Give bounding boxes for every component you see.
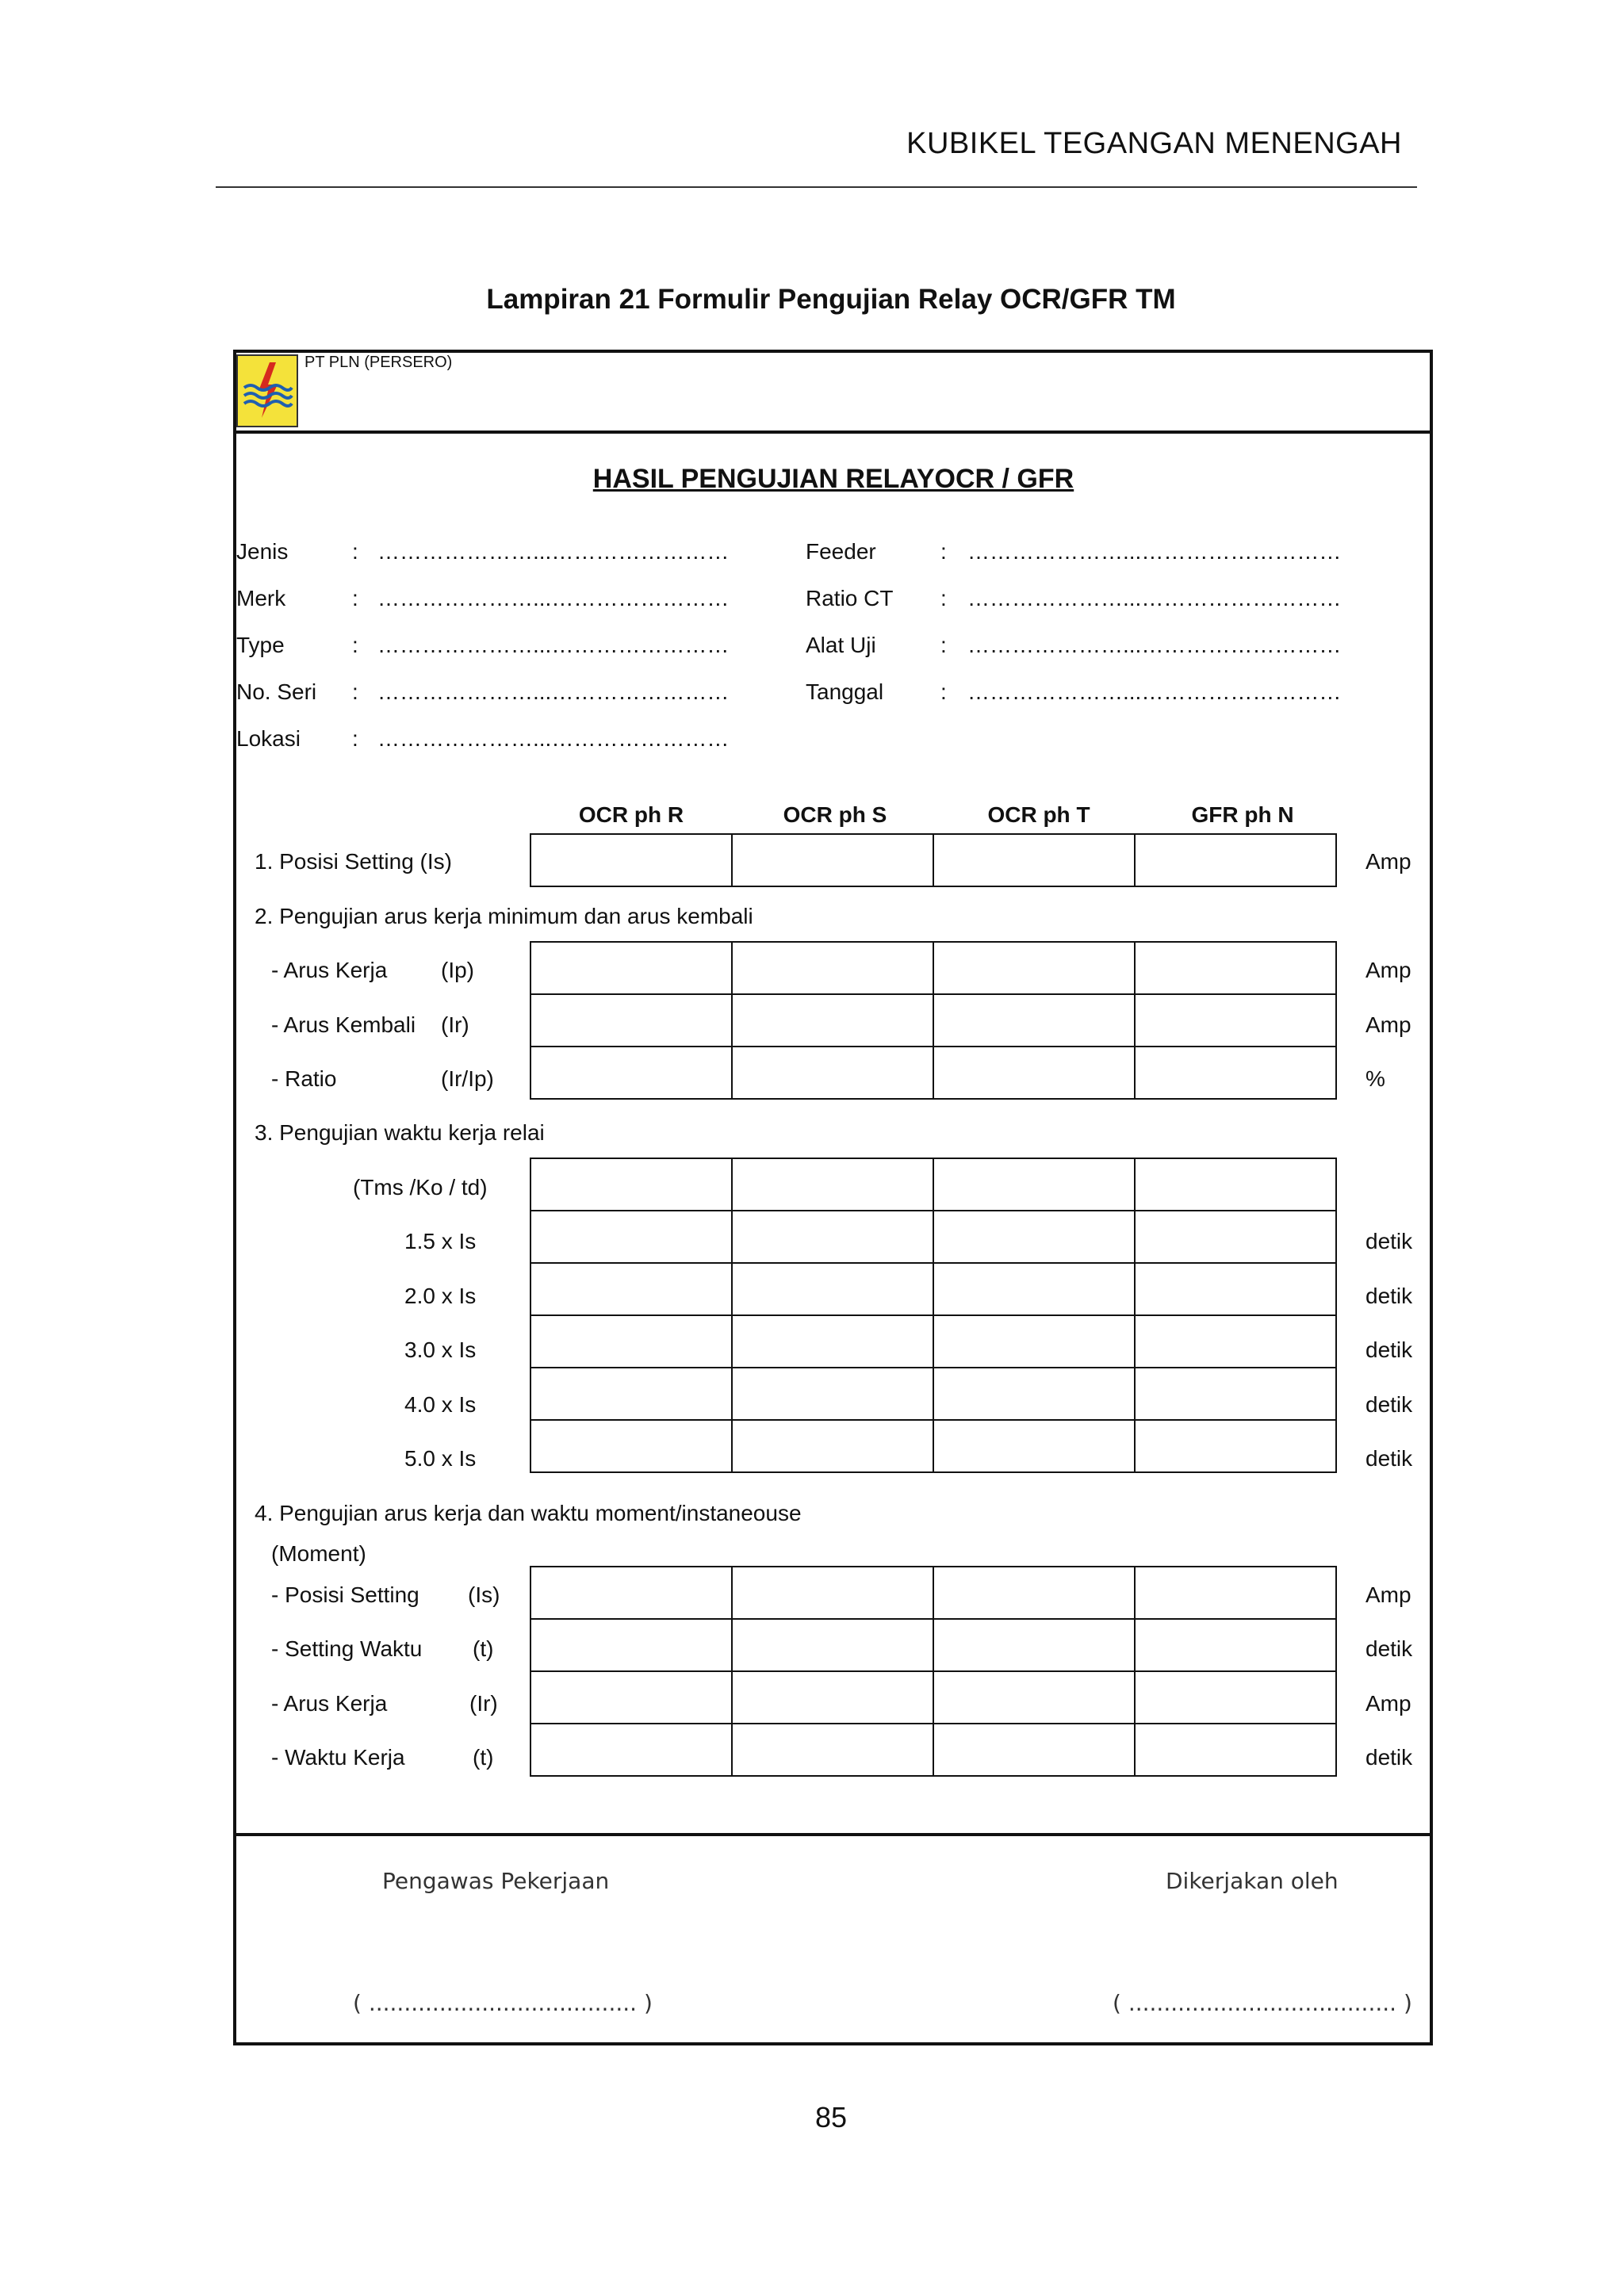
sec4-unit: Amp <box>1365 1582 1411 1607</box>
field-alatuji-sep: : <box>940 633 947 657</box>
cell-gfr-n[interactable] <box>1135 1263 1336 1315</box>
signature-left-blank[interactable]: ( ...................................... ) <box>353 1990 653 2016</box>
field-type-label: Type <box>236 633 285 657</box>
sec3-unit: detik <box>1365 1337 1413 1362</box>
field-lokasi-label: Lokasi <box>236 726 301 751</box>
sec1-grid <box>530 833 1337 887</box>
running-header: KUBIKEL TEGANGAN MENENGAH <box>906 127 1402 160</box>
cell-ocr-t[interactable] <box>933 1211 1135 1263</box>
field-ratioct-sep: : <box>940 586 947 610</box>
field-lokasi-sep: : <box>352 726 358 751</box>
cell-ocr-r[interactable] <box>530 1671 732 1724</box>
sec4-unit: detik <box>1365 1636 1413 1661</box>
field-merk-label: Merk <box>236 586 286 610</box>
sec3-row-label: 5.0 x Is <box>404 1446 477 1471</box>
column-header-ocr-r: OCR ph R <box>578 802 684 827</box>
cell-ocr-r[interactable] <box>530 1619 732 1671</box>
table-row <box>530 1211 1336 1263</box>
cell-ocr-t[interactable] <box>933 942 1135 994</box>
cell-ocr-r[interactable] <box>530 1047 732 1099</box>
sec2-grid <box>530 941 1337 1100</box>
sec3-heading: 3. Pengujian waktu kerja relai <box>255 1120 545 1145</box>
cell-gfr-n[interactable] <box>1135 994 1336 1047</box>
table-row <box>530 1420 1336 1472</box>
sec4-row-symbol: (t) <box>473 1745 494 1770</box>
cell-ocr-s[interactable] <box>732 1211 933 1263</box>
cell-gfr-n[interactable] <box>1135 1619 1336 1671</box>
table-row <box>530 1315 1336 1368</box>
sec2-unit: % <box>1365 1066 1385 1091</box>
sec2-heading: 2. Pengujian arus kerja minimum dan arus kembali <box>255 904 753 928</box>
sec3-unit: detik <box>1365 1392 1413 1417</box>
cell-ocr-t[interactable] <box>933 1047 1135 1099</box>
page-number: 85 <box>814 2101 848 2133</box>
field-noseri-sep: : <box>352 679 358 704</box>
sec4-row-label: - Posisi Setting <box>271 1582 419 1607</box>
field-merk-value[interactable]: …………………...…………………… <box>377 586 730 610</box>
cell-ocr-t[interactable] <box>933 1368 1135 1420</box>
cell-ocr-s[interactable] <box>732 1315 933 1368</box>
cell-ocr-t[interactable] <box>933 1158 1135 1211</box>
cell-ocr-r[interactable] <box>530 1567 732 1619</box>
table-row <box>530 834 1336 886</box>
cell-gfr-n[interactable] <box>1135 1724 1336 1776</box>
cell-ocr-t[interactable] <box>933 1263 1135 1315</box>
table-row <box>530 1567 1336 1619</box>
document-title: Lampiran 21 Formulir Pengujian Relay OCR/GFR TM <box>486 284 1176 315</box>
cell-ocr-s[interactable] <box>732 1724 933 1776</box>
sec4-grid <box>530 1566 1337 1777</box>
sec3-row-label: 4.0 x Is <box>404 1392 477 1417</box>
cell-gfr-n[interactable] <box>1135 1420 1336 1472</box>
field-jenis-sep: : <box>352 539 358 564</box>
cell-ocr-t[interactable] <box>933 994 1135 1047</box>
cell-ocr-s[interactable] <box>732 834 933 886</box>
cell-ocr-s[interactable] <box>732 1047 933 1099</box>
sec3-unit: detik <box>1365 1229 1413 1253</box>
field-tanggal-value[interactable]: …………………...……………………… <box>967 679 1342 704</box>
sec1-unit: Amp <box>1365 849 1411 874</box>
sec3-unit: detik <box>1365 1284 1413 1308</box>
field-ratioct-label: Ratio CT <box>806 586 894 610</box>
cell-ocr-r[interactable] <box>530 834 732 886</box>
cell-ocr-t[interactable] <box>933 1420 1135 1472</box>
cell-ocr-r[interactable] <box>530 1724 732 1776</box>
form-title: HASIL PENGUJIAN RELAYOCR / GFR <box>592 464 1074 494</box>
column-header-ocr-t: OCR ph T <box>987 802 1090 827</box>
sec3-unit: detik <box>1365 1446 1413 1471</box>
cell-gfr-n[interactable] <box>1135 1047 1336 1099</box>
cell-ocr-t[interactable] <box>933 1619 1135 1671</box>
sec4-subheading: (Moment) <box>271 1541 366 1566</box>
field-alatuji-value[interactable]: …………………...……………………… <box>967 633 1342 657</box>
table-row <box>530 942 1336 994</box>
sec3-grid <box>530 1158 1337 1473</box>
cell-ocr-r[interactable] <box>530 942 732 994</box>
field-tanggal-sep: : <box>940 679 947 704</box>
sec2-row-label: - Arus Kerja <box>271 958 388 982</box>
sec2-row-symbol: (Ip) <box>441 958 474 982</box>
sec4-heading: 4. Pengujian arus kerja dan waktu moment/instaneouse <box>255 1501 802 1525</box>
company-name: PT PLN (PERSERO) <box>304 354 453 371</box>
sec2-row-symbol: (Ir/Ip) <box>441 1066 494 1091</box>
cell-ocr-s[interactable] <box>732 1567 933 1619</box>
table-row <box>530 1724 1336 1776</box>
field-jenis-value[interactable]: …………………...…………………… <box>377 539 730 564</box>
cell-ocr-t[interactable] <box>933 1567 1135 1619</box>
cell-gfr-n[interactable] <box>1135 1158 1336 1211</box>
cell-ocr-s[interactable] <box>732 1420 933 1472</box>
cell-ocr-s[interactable] <box>732 1619 933 1671</box>
sec3-row-label: 1.5 x Is <box>404 1229 477 1253</box>
sec3-row-label: 2.0 x Is <box>404 1284 477 1308</box>
field-type-sep: : <box>352 633 358 657</box>
pln-logo-icon <box>236 354 298 427</box>
cell-ocr-s[interactable] <box>732 1263 933 1315</box>
sec3-subheading: (Tms /Ko / td) <box>353 1175 488 1200</box>
cell-ocr-t[interactable] <box>933 1315 1135 1368</box>
cell-ocr-s[interactable] <box>732 1368 933 1420</box>
cell-ocr-t[interactable] <box>933 1724 1135 1776</box>
cell-ocr-r[interactable] <box>530 994 732 1047</box>
sec4-row-label: - Setting Waktu <box>271 1636 423 1661</box>
cell-ocr-s[interactable] <box>732 942 933 994</box>
table-row <box>530 1047 1336 1099</box>
sec4-row-symbol: (Is) <box>468 1582 500 1607</box>
sec3-row-label: 3.0 x Is <box>404 1337 477 1362</box>
cell-gfr-n[interactable] <box>1135 834 1336 886</box>
field-feeder-sep: : <box>940 539 947 564</box>
table-row <box>530 1158 1336 1211</box>
cell-ocr-r[interactable] <box>530 1211 732 1263</box>
sec2-unit: Amp <box>1365 1012 1411 1037</box>
cell-ocr-t[interactable] <box>933 1671 1135 1724</box>
sec4-unit: Amp <box>1365 1691 1411 1716</box>
cell-gfr-n[interactable] <box>1135 1315 1336 1368</box>
cell-ocr-r[interactable] <box>530 1368 732 1420</box>
field-feeder-value[interactable]: …………………...……………………… <box>967 539 1342 564</box>
cell-ocr-s[interactable] <box>732 1671 933 1724</box>
cell-ocr-s[interactable] <box>732 994 933 1047</box>
signature-right-blank[interactable]: ( ...................................... ) <box>1113 1990 1412 2016</box>
field-noseri-value[interactable]: …………………...…………………… <box>377 679 730 704</box>
cell-ocr-t[interactable] <box>933 834 1135 886</box>
field-merk-sep: : <box>352 586 358 610</box>
table-row <box>530 1671 1336 1724</box>
sec4-row-symbol: (t) <box>473 1636 494 1661</box>
cell-ocr-r[interactable] <box>530 1420 732 1472</box>
field-noseri-label: No. Seri <box>236 679 317 704</box>
header-rule <box>216 186 1417 188</box>
field-tanggal-label: Tanggal <box>806 679 884 704</box>
sec1-label: 1. Posisi Setting (Is) <box>255 849 452 874</box>
sec2-row-label: - Ratio <box>271 1066 337 1091</box>
field-type-value[interactable]: …………………...…………………… <box>377 633 730 657</box>
cell-ocr-r[interactable] <box>530 1315 732 1368</box>
sec4-row-label: - Waktu Kerja <box>271 1745 405 1770</box>
field-jenis-label: Jenis <box>236 539 289 564</box>
cell-ocr-r[interactable] <box>530 1158 732 1211</box>
cell-gfr-n[interactable] <box>1135 1567 1336 1619</box>
field-alatuji-label: Alat Uji <box>806 633 876 657</box>
field-feeder-label: Feeder <box>806 539 876 564</box>
cell-ocr-r[interactable] <box>530 1263 732 1315</box>
column-header-gfr-n: GFR ph N <box>1191 802 1294 827</box>
signature-right-label: Dikerjakan oleh <box>1166 1868 1339 1894</box>
sec2-row-label: - Arus Kembali <box>271 1012 416 1037</box>
sec2-unit: Amp <box>1365 958 1411 982</box>
cell-gfr-n[interactable] <box>1135 1368 1336 1420</box>
cell-gfr-n[interactable] <box>1135 942 1336 994</box>
sec4-row-label: - Arus Kerja <box>271 1691 388 1716</box>
column-header-ocr-s: OCR ph S <box>783 802 887 827</box>
table-row <box>530 1368 1336 1420</box>
sec4-unit: detik <box>1365 1745 1413 1770</box>
cell-gfr-n[interactable] <box>1135 1211 1336 1263</box>
signature-left-label: Pengawas Pekerjaan <box>382 1868 610 1894</box>
field-lokasi-value[interactable]: …………………...…………………… <box>377 726 730 751</box>
cell-gfr-n[interactable] <box>1135 1671 1336 1724</box>
sec4-row-symbol: (Ir) <box>469 1691 498 1716</box>
table-row <box>530 994 1336 1047</box>
sec2-row-symbol: (Ir) <box>441 1012 469 1037</box>
field-ratioct-value[interactable]: …………………...……………………… <box>967 586 1342 610</box>
table-row <box>530 1263 1336 1315</box>
cell-ocr-s[interactable] <box>732 1158 933 1211</box>
table-row <box>530 1619 1336 1671</box>
